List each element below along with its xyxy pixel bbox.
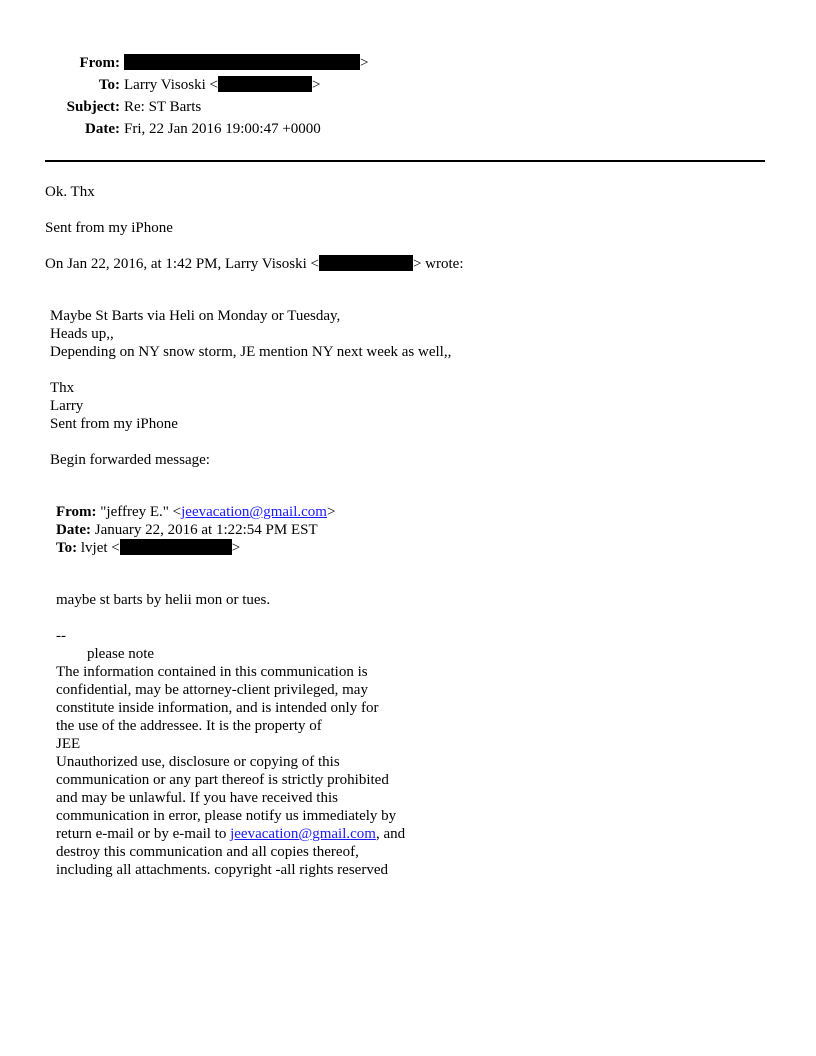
forward-intro: Begin forwarded message: (50, 452, 210, 468)
quoted-sign-line: Sent from my iPhone (50, 416, 178, 432)
quote-intro: On Jan 22, 2016, at 1:42 PM, Larry Visoski < > wrote: (45, 256, 464, 272)
quoted-line: Heads up,, (50, 326, 114, 342)
disclaimer-line: and may be unlawful. If you have received this (56, 790, 338, 806)
quoted-sign-line: Thx (50, 380, 75, 396)
date-label: Date: (85, 121, 120, 137)
from-value: > (124, 54, 368, 72)
note-title: please note (87, 646, 155, 662)
signature-separator: -- (56, 628, 66, 644)
to-label: To: (98, 77, 120, 93)
disclaimer-line: The information contained in this communication is (56, 664, 368, 680)
quoted-line: Maybe St Barts via Heli on Monday or Tuesday, (50, 308, 341, 324)
fwd-from: From: "jeffrey E." <jeevacation@gmail.com> (56, 504, 336, 520)
disclaimer-line: including all attachments. copyright -all rights reserved (56, 862, 388, 878)
header-divider (45, 160, 765, 162)
quoted-line: Depending on NY snow storm, JE mention NY next week as well,, (50, 344, 452, 360)
fwd-from-email-link[interactable]: jeevacation@gmail.com (181, 504, 327, 520)
disclaimer-line: destroy this communication and all copies thereof, (56, 844, 359, 860)
subject-label: Subject: (66, 99, 120, 115)
date-value: Fri, 22 Jan 2016 19:00:47 +0000 (124, 121, 321, 137)
redacted-block (218, 76, 312, 92)
disclaimer-line: communication in error, please notify us immediately by (56, 808, 397, 824)
redacted-block (120, 539, 232, 555)
disclaimer-line: communication or any part thereof is strictly prohibited (56, 772, 389, 788)
disclaimer-line: Unauthorized use, disclosure or copying of this (56, 754, 340, 770)
from-label: From: (79, 55, 120, 71)
reply-signature: Sent from my iPhone (45, 220, 173, 236)
disclaimer-line: JEE (56, 736, 81, 752)
fwd-body: maybe st barts by helii mon or tues. (56, 592, 271, 608)
disclaimer-line: constitute inside information, and is intended only for (56, 700, 379, 716)
redacted-block (319, 255, 413, 271)
disclaimer-notify-line: return e-mail or by e-mail to jeevacation@gmail.com, and (56, 826, 406, 842)
notify-email-link[interactable]: jeevacation@gmail.com (230, 826, 376, 842)
redacted-block (124, 54, 360, 70)
disclaimer-line: confidential, may be attorney-client privileged, may (56, 682, 368, 698)
subject-value: Re: ST Barts (124, 99, 202, 115)
disclaimer-line: the use of the addressee. It is the property of (56, 718, 322, 734)
fwd-to: To: lvjet < > (56, 540, 241, 556)
to-value: Larry Visoski < > (124, 77, 321, 93)
quoted-sign-line: Larry (50, 398, 84, 414)
reply-text: Ok. Thx (45, 184, 95, 200)
fwd-date: Date: January 22, 2016 at 1:22:54 PM EST (56, 522, 318, 538)
